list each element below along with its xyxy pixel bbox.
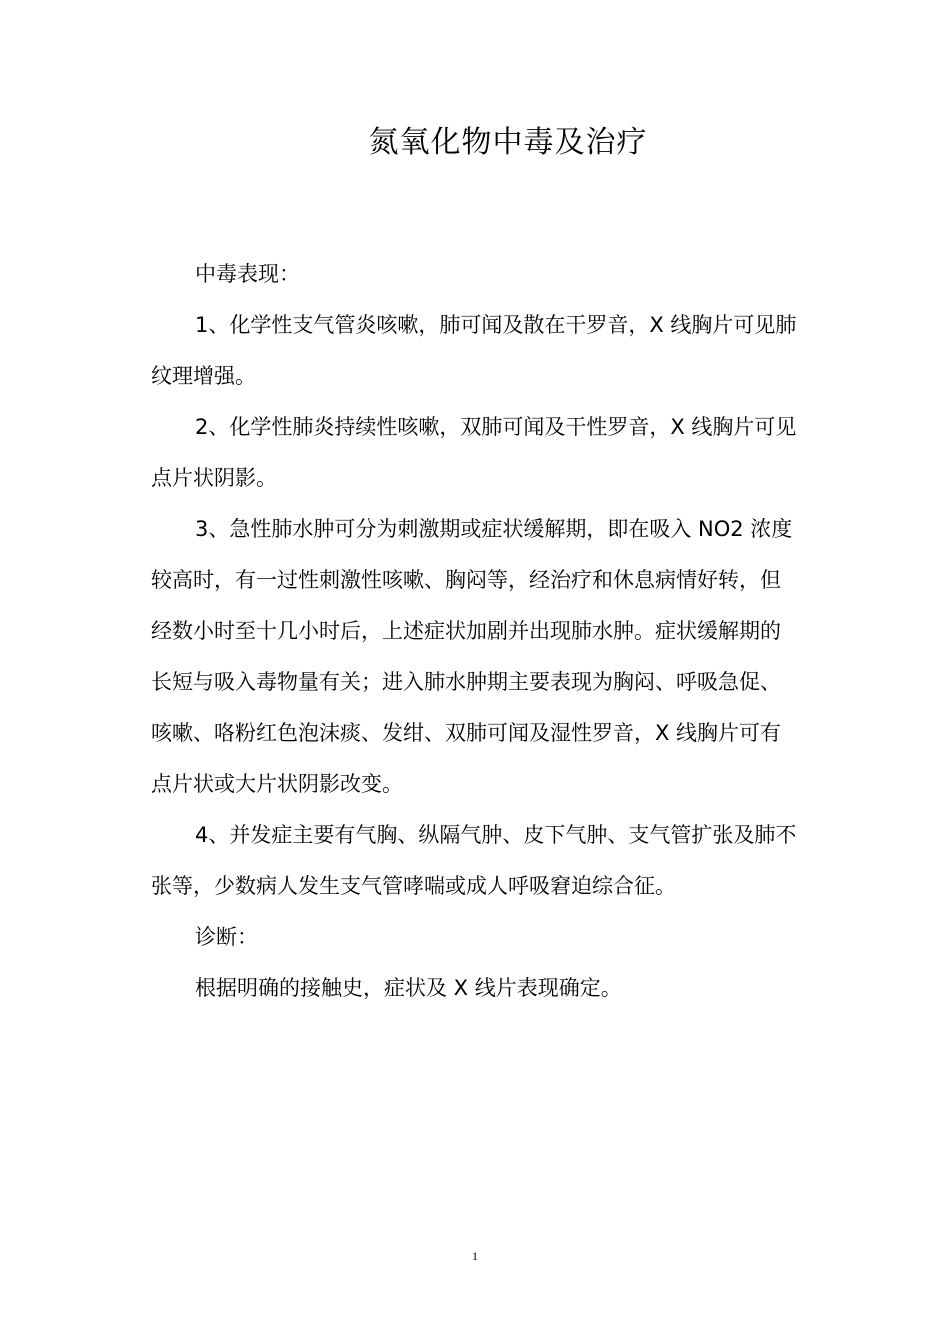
- page-number: 1: [472, 1249, 478, 1263]
- symptom-paragraph-4: 4、并发症主要有气胸、纵隔气肿、皮下气肿、支气管扩张及肺不张等，少数病人发生支气管哮喘或成人呼吸窘迫综合征。: [151, 823, 797, 898]
- document-body: [151, 249, 801, 1014]
- symptom-paragraph-2: 2、化学性肺炎持续性咳嗽，双肺可闻及干性罗音，X 线胸片可见点片状阴影。: [151, 415, 797, 490]
- document-title: 氮氧化物中毒及治疗: [368, 125, 648, 160]
- symptom-paragraph-1: 1、化学性支气管炎咳嗽，肺可闻及散在干罗音，X 线胸片可见肺纹理增强。: [151, 313, 797, 388]
- symptom-paragraph-3: 3、急性肺水肿可分为刺激期或症状缓解期，即在吸入 NO2 浓度较高时，有一过性刺激性咳嗽、胸闷等，经治疗和休息病情好转，但经数小时至十几小时后，上述症状加剧并出现肺水肿。症状缓解期的长短与吸入毒物量有关；进入肺水肿期主要表现为胸闷、呼吸急促、咳嗽、咯粉红色泡沫痰、发绀、双肺可闻及湿性罗音，X 线胸片可有点片状或大片状阴影改变。: [151, 517, 793, 796]
- symptoms-heading: 中毒表现：: [195, 262, 300, 286]
- diagnosis-paragraph: 根据明确的接触史，症状及 X 线片表现确定。: [195, 976, 622, 1000]
- diagnosis-heading: 诊断：: [195, 925, 258, 949]
